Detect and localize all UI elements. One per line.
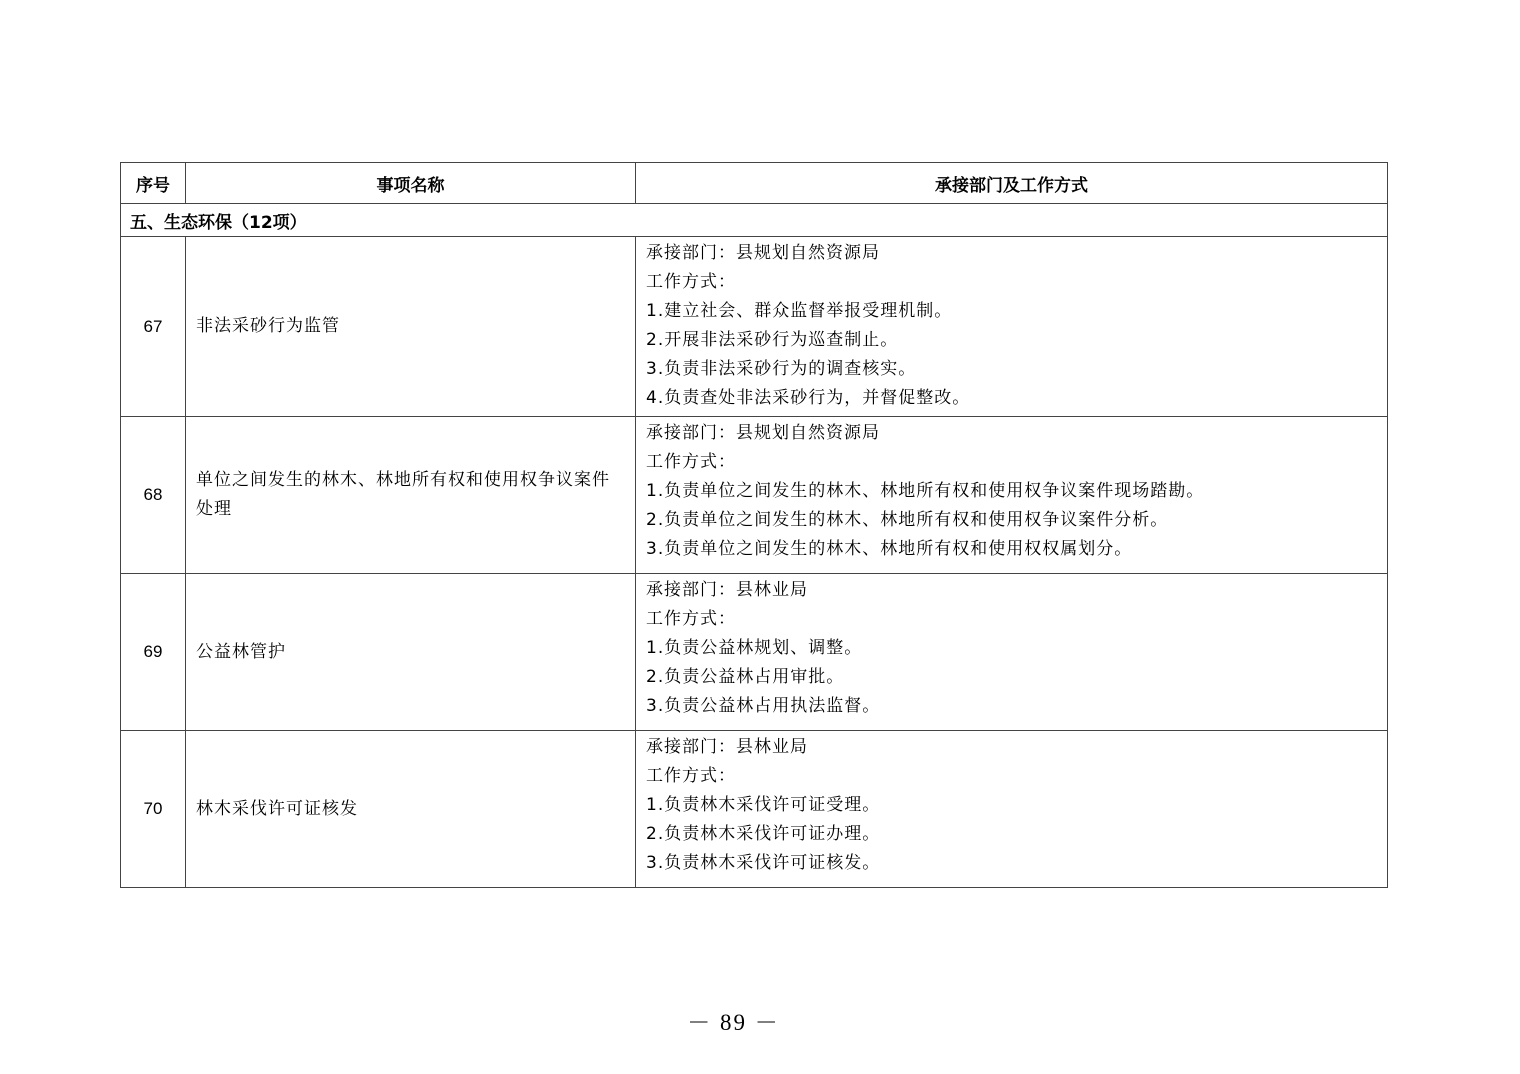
department-line: 承接部门：县规划自然资源局 bbox=[646, 423, 880, 443]
row-department-cell bbox=[636, 237, 1388, 417]
method-step-line: 3.负责非法采砂行为的调查核实。 bbox=[646, 359, 917, 379]
section-row bbox=[121, 204, 1388, 237]
page-number: － 89 － bbox=[687, 1010, 780, 1035]
method-step-line: 3.负责单位之间发生的林木、林地所有权和使用权权属划分。 bbox=[646, 539, 1133, 559]
method-step-line: 2.开展非法采砂行为巡查制止。 bbox=[646, 330, 899, 350]
method-step-line: 1.负责林木采伐许可证受理。 bbox=[646, 795, 881, 815]
row-serial-number: 68 bbox=[121, 417, 186, 574]
method-step-line: 2.负责单位之间发生的林木、林地所有权和使用权争议案件分析。 bbox=[646, 510, 1169, 530]
header-serial-number: 序号 bbox=[121, 163, 186, 204]
row-item-name: 单位之间发生的林木、林地所有权和使用权争议案件处理 bbox=[186, 417, 636, 574]
method-label-line: 工作方式： bbox=[646, 272, 736, 292]
items-table bbox=[120, 162, 1388, 888]
method-label-line: 工作方式： bbox=[646, 766, 736, 786]
table-row bbox=[121, 237, 1388, 417]
row-serial-number: 70 bbox=[121, 731, 186, 888]
method-label-line: 工作方式： bbox=[646, 609, 736, 629]
method-step-line: 1.负责单位之间发生的林木、林地所有权和使用权争议案件现场踏勘。 bbox=[646, 481, 1205, 501]
department-line: 承接部门：县林业局 bbox=[646, 580, 808, 600]
department-line: 承接部门：县林业局 bbox=[646, 737, 808, 757]
method-step-line: 4.负责查处非法采砂行为，并督促整改。 bbox=[646, 388, 971, 408]
header-item-name: 事项名称 bbox=[186, 163, 636, 204]
row-serial-number: 69 bbox=[121, 574, 186, 731]
row-item-name: 公益林管护 bbox=[186, 574, 636, 731]
table-row bbox=[121, 417, 1388, 574]
document-table-container bbox=[120, 162, 1387, 888]
department-line: 承接部门：县规划自然资源局 bbox=[646, 243, 880, 263]
table-header-row bbox=[121, 163, 1388, 204]
table-row bbox=[121, 574, 1388, 731]
row-item-name: 非法采砂行为监管 bbox=[186, 237, 636, 417]
method-step-line: 3.负责林木采伐许可证核发。 bbox=[646, 853, 881, 873]
method-label-line: 工作方式： bbox=[646, 452, 736, 472]
header-department-and-method: 承接部门及工作方式 bbox=[636, 163, 1388, 204]
row-item-name: 林木采伐许可证核发 bbox=[186, 731, 636, 888]
method-step-line: 2.负责公益林占用审批。 bbox=[646, 667, 845, 687]
row-department-cell bbox=[636, 417, 1388, 574]
section-title: 五、生态环保（12项） bbox=[121, 204, 1388, 237]
method-step-line: 3.负责公益林占用执法监督。 bbox=[646, 696, 881, 716]
row-department-cell bbox=[636, 574, 1388, 731]
row-serial-number: 67 bbox=[121, 237, 186, 417]
row-department-cell bbox=[636, 731, 1388, 888]
method-step-line: 1.建立社会、群众监督举报受理机制。 bbox=[646, 301, 953, 321]
method-step-line: 1.负责公益林规划、调整。 bbox=[646, 638, 863, 658]
table-row bbox=[121, 731, 1388, 888]
method-step-line: 2.负责林木采伐许可证办理。 bbox=[646, 824, 881, 844]
